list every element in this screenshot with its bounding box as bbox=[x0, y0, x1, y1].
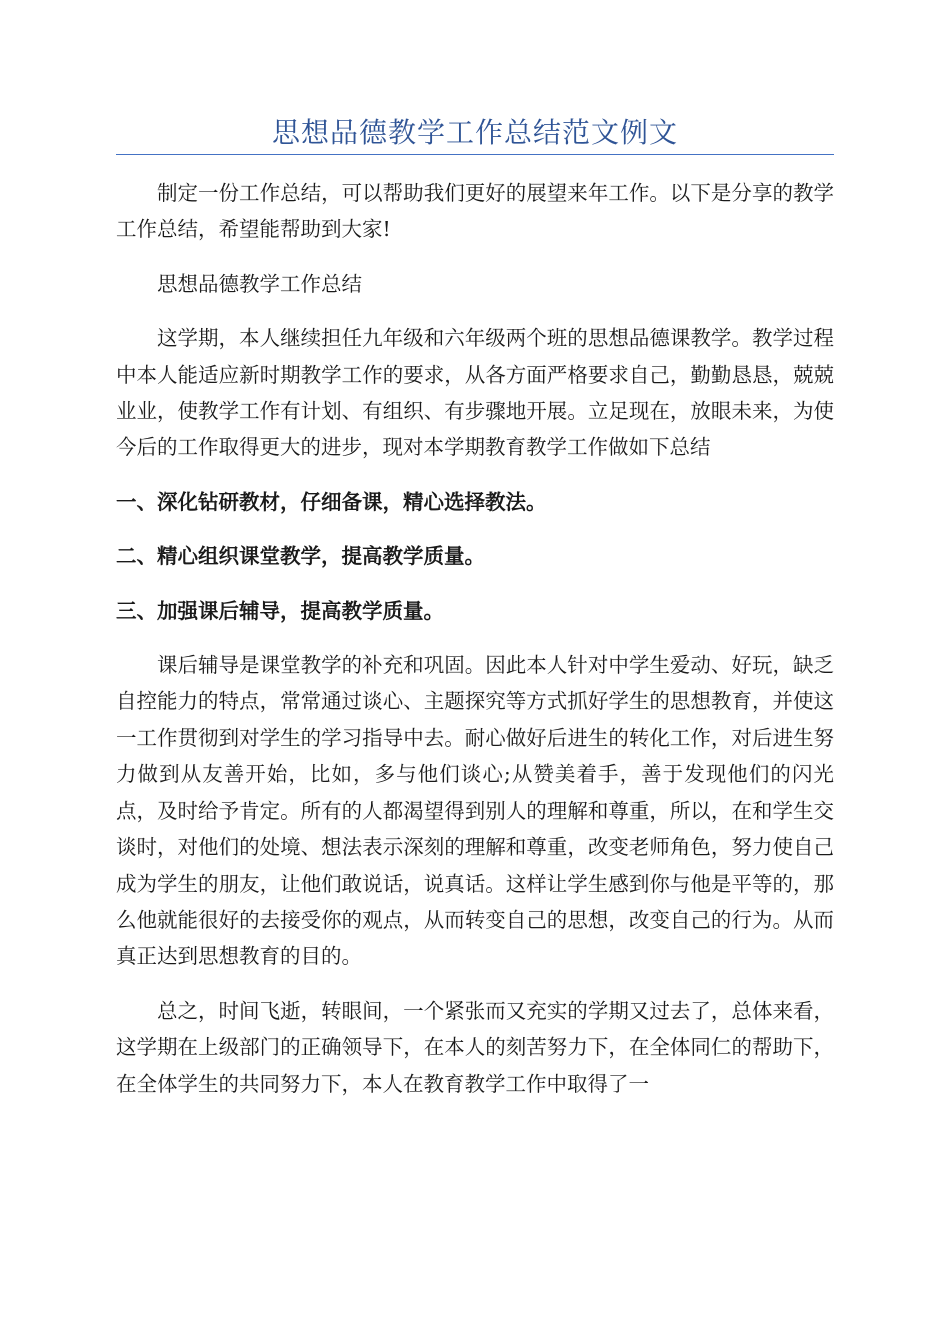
document-body bbox=[116, 175, 834, 1102]
document-title: 思想品德教学工作总结范文例文 bbox=[271, 116, 678, 149]
section-subtitle: 思想品德教学工作总结 bbox=[157, 271, 362, 296]
heading-one: 一、深化钻研教材，仔细备课，精心选择教法。 bbox=[116, 489, 547, 514]
title-underline bbox=[116, 154, 834, 155]
tutoring-paragraph: 课后辅导是课堂教学的补充和巩固。因此本人针对中学生爱动、好玩，缺乏自控能力的特点，常常通过谈心、主题探究等方式抓好学生的思想教育，并使这一工作贯彻到对学生的学习指导中去。耐心做好后进生的转化工作，对后进生努力做到从友善开始，比如，多与他们谈心;从赞美着手，善于发现他们的闪光点，及时给予肯定。所有的人都渴望得到别人的理解和尊重，所以，在和学生交谈时，对他们的处境、想法表示深刻的理解和尊重，改变老师角色，努力使自己成为学生的朋友，让他们敢说话，说真话。这样让学生感到你与他是平等的，那么他就能很好的去接受你的观点，从而转变自己的思想，改变自己的行为。从而真正达到思想教育的目的。 bbox=[116, 653, 834, 969]
conclusion-paragraph: 总之，时间飞逝，转眼间，一个紧张而又充实的学期又过去了，总体来看，这学期在上级部门的正确领导下，在本人的刻苦努力下，在全体同仁的帮助下，在全体学生的共同努力下，本人在教育教学工作中取得了一 bbox=[116, 998, 834, 1096]
heading-three: 三、加强课后辅导，提高教学质量。 bbox=[116, 598, 444, 623]
heading-two: 二、精心组织课堂教学，提高教学质量。 bbox=[116, 544, 485, 569]
summary-paragraph: 这学期，本人继续担任九年级和六年级两个班的思想品德课教学。教学过程中本人能适应新时期教学工作的要求，从各方面严格要求自己，勤勤恳恳，兢兢业业，使教学工作有计划、有组织、有步骤地开展。立足现在，放眼未来，为使今后的工作取得更大的进步，现对本学期教育教学工作做如下总结 bbox=[116, 326, 834, 460]
document-page bbox=[116, 0, 834, 1344]
intro-paragraph: 制定一份工作总结，可以帮助我们更好的展望来年工作。以下是分享的教学工作总结，希望能帮助到大家! bbox=[116, 181, 834, 242]
